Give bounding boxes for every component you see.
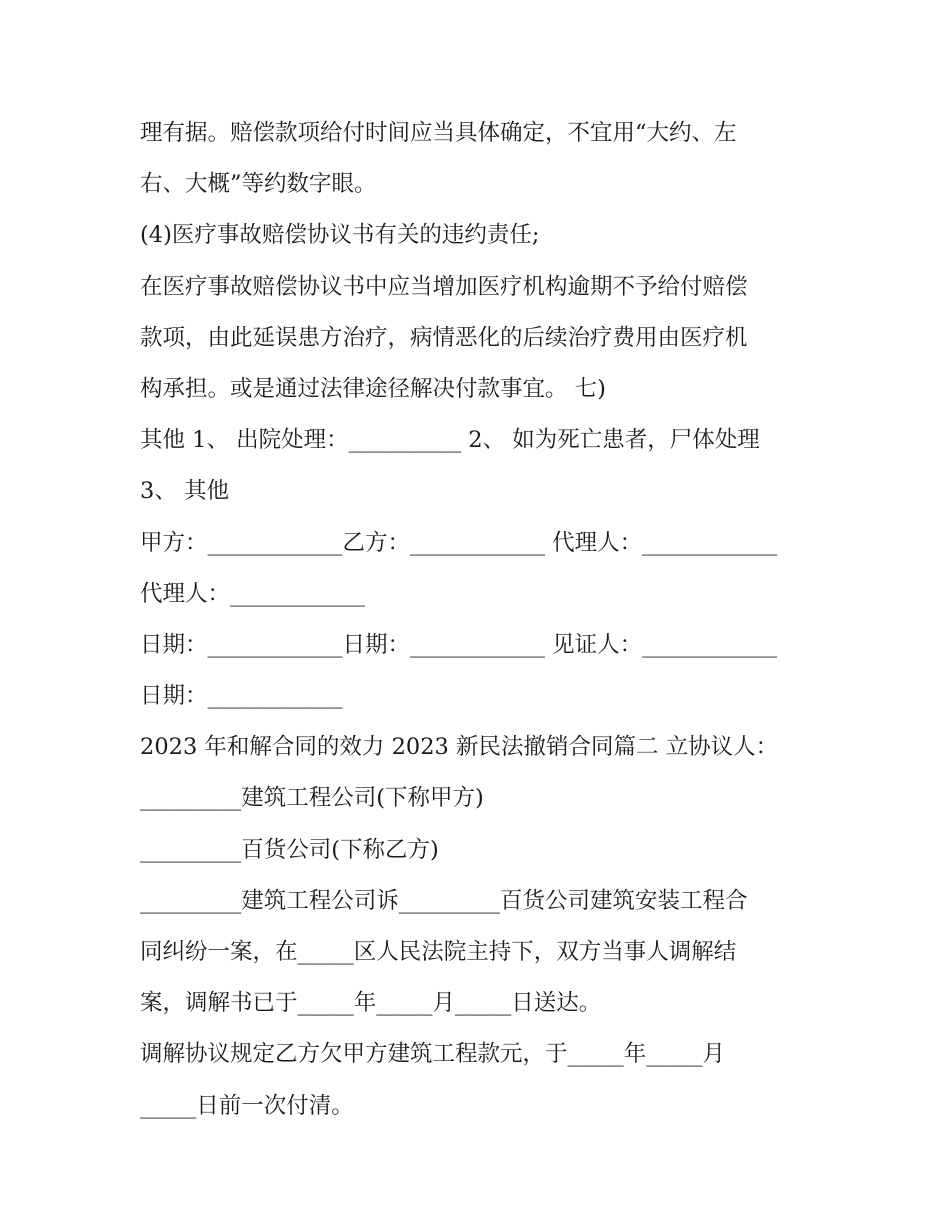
text-line: 调解协议规定乙方欠甲方建筑工程款元，于_____年_____月 — [140, 1041, 726, 1068]
text-line: 款项，由此延误患方治疗，病情恶化的后续治疗费用由医疗机 — [140, 324, 748, 351]
text-line: 理有据。赔偿款项给付时间应当具体确定，不宜用“大约、左 — [140, 120, 737, 146]
date-line: 日期：____________ — [140, 683, 343, 710]
text-line: _____日前一次付清。 — [140, 1092, 354, 1119]
section-title: 2023 年和解合同的效力 2023 新民法撤销合同篇二 立协议人： — [140, 734, 779, 761]
text-line: 案，调解书已于_____年_____月_____日送达。 — [140, 990, 602, 1017]
party-line: _________建筑工程公司(下称甲方) — [140, 785, 484, 812]
text-line: 在医疗事故赔偿协议书中应当增加医疗机构逾期不予给付赔偿 — [140, 273, 748, 300]
text-line: 右、大概”等约数字眼。 — [140, 171, 377, 198]
party-line: _________百货公司(下称乙方) — [140, 836, 439, 863]
text-line: _________建筑工程公司诉_________百货公司建筑安装工程合 — [140, 887, 748, 914]
section-heading: (4)医疗事故赔偿协议书有关的违约责任; — [140, 222, 540, 249]
text-line: 构承担。或是通过法律途径解决付款事宜。 七) — [140, 375, 606, 402]
text-line: 同纠纷一案，在_____区人民法院主持下，双方当事人调解结 — [140, 939, 737, 965]
document-body — [140, 108, 820, 1132]
text-line: 3、 其他 — [140, 478, 229, 505]
text-line: 其他 1、 出院处理：__________ 2、 如为死亡患者，尸体处理 — [140, 427, 760, 454]
signature-line: 甲方：____________乙方：____________ 代理人：____________ — [140, 529, 778, 556]
date-line: 日期：____________日期：____________ 见证人：____________ — [140, 631, 778, 658]
signature-line: 代理人：____________ — [140, 580, 366, 607]
